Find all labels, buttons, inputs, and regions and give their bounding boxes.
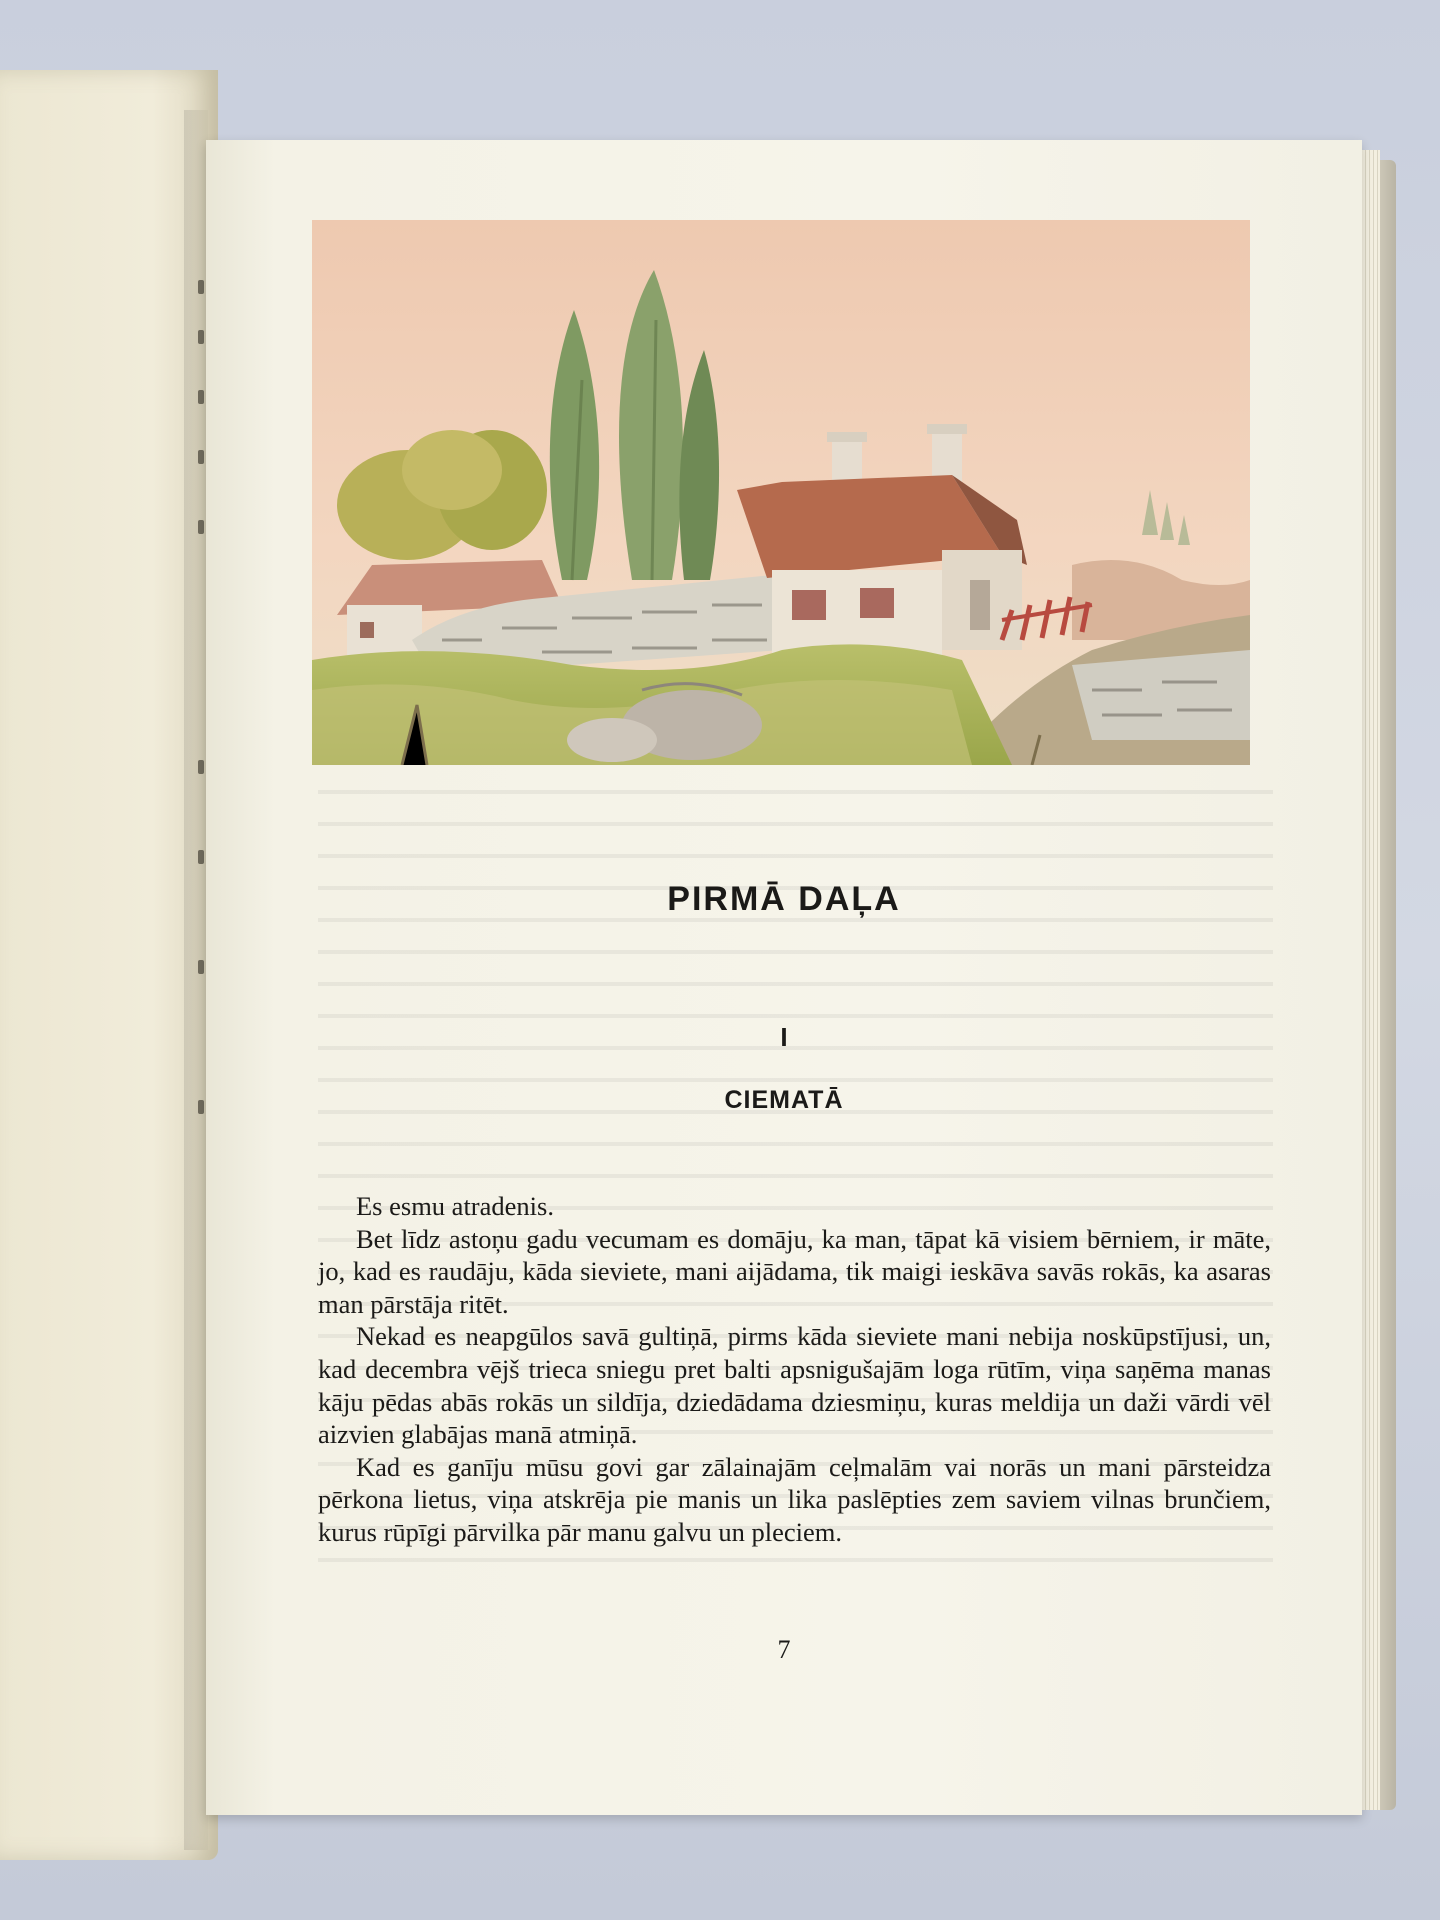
part-title: PIRMĀ DAĻA [667, 880, 901, 918]
binding-stitch [198, 1100, 204, 1114]
page-number: 7 [777, 1635, 791, 1664]
paragraph: Kad es ganīju mūsu govi gar zālainajām ceļmalām vai norās un mani pārsteidza pērkona lietus, viņa atskrēja pie manis un lika paslēpties zem saviem vilnas brunčiem, kurus rūpīgi pārvilka pār manu galvu un pleciem. [318, 1451, 1271, 1547]
binding-stitch [198, 390, 204, 404]
paragraph: Bet līdz astoņu gadu vecumam es domāju, ka man, tāpat kā visiem bērniem, ir māte, jo, kad es raudāju, kāda sieviete, mani aijādama, tik maigi ieskāva savās rokās, ka asaras man pārstāja ritēt. [318, 1223, 1271, 1319]
paragraph: Es esmu atradenis. [356, 1191, 554, 1221]
binding-stitch [198, 960, 204, 974]
cottage-landscape-illustration [312, 220, 1250, 765]
chapter-number: I [780, 1022, 788, 1052]
binding-stitch [198, 850, 204, 864]
binding-stitch [198, 520, 204, 534]
book-binding [184, 110, 208, 1850]
chapter-body-text [318, 1190, 1271, 1549]
chapter-title: CIEMATĀ [724, 1086, 844, 1114]
binding-stitch [198, 280, 204, 294]
binding-stitch [198, 760, 204, 774]
binding-stitch [198, 330, 204, 344]
paragraph: Nekad es neapgūlos savā gultiņā, pirms kāda sieviete mani nebija noskūpstījusi, un, kad decembra vējš trieca sniegu pret balti apsnigušajām loga rūtīm, viņa saņēma manas kāju pēdas abās rokās un sildīja, dziedādama dziesmiņu, kuras meldija un daži vārdi vēl aizvien glabājas manā atmiņā. [318, 1321, 1271, 1450]
binding-stitch [198, 450, 204, 464]
